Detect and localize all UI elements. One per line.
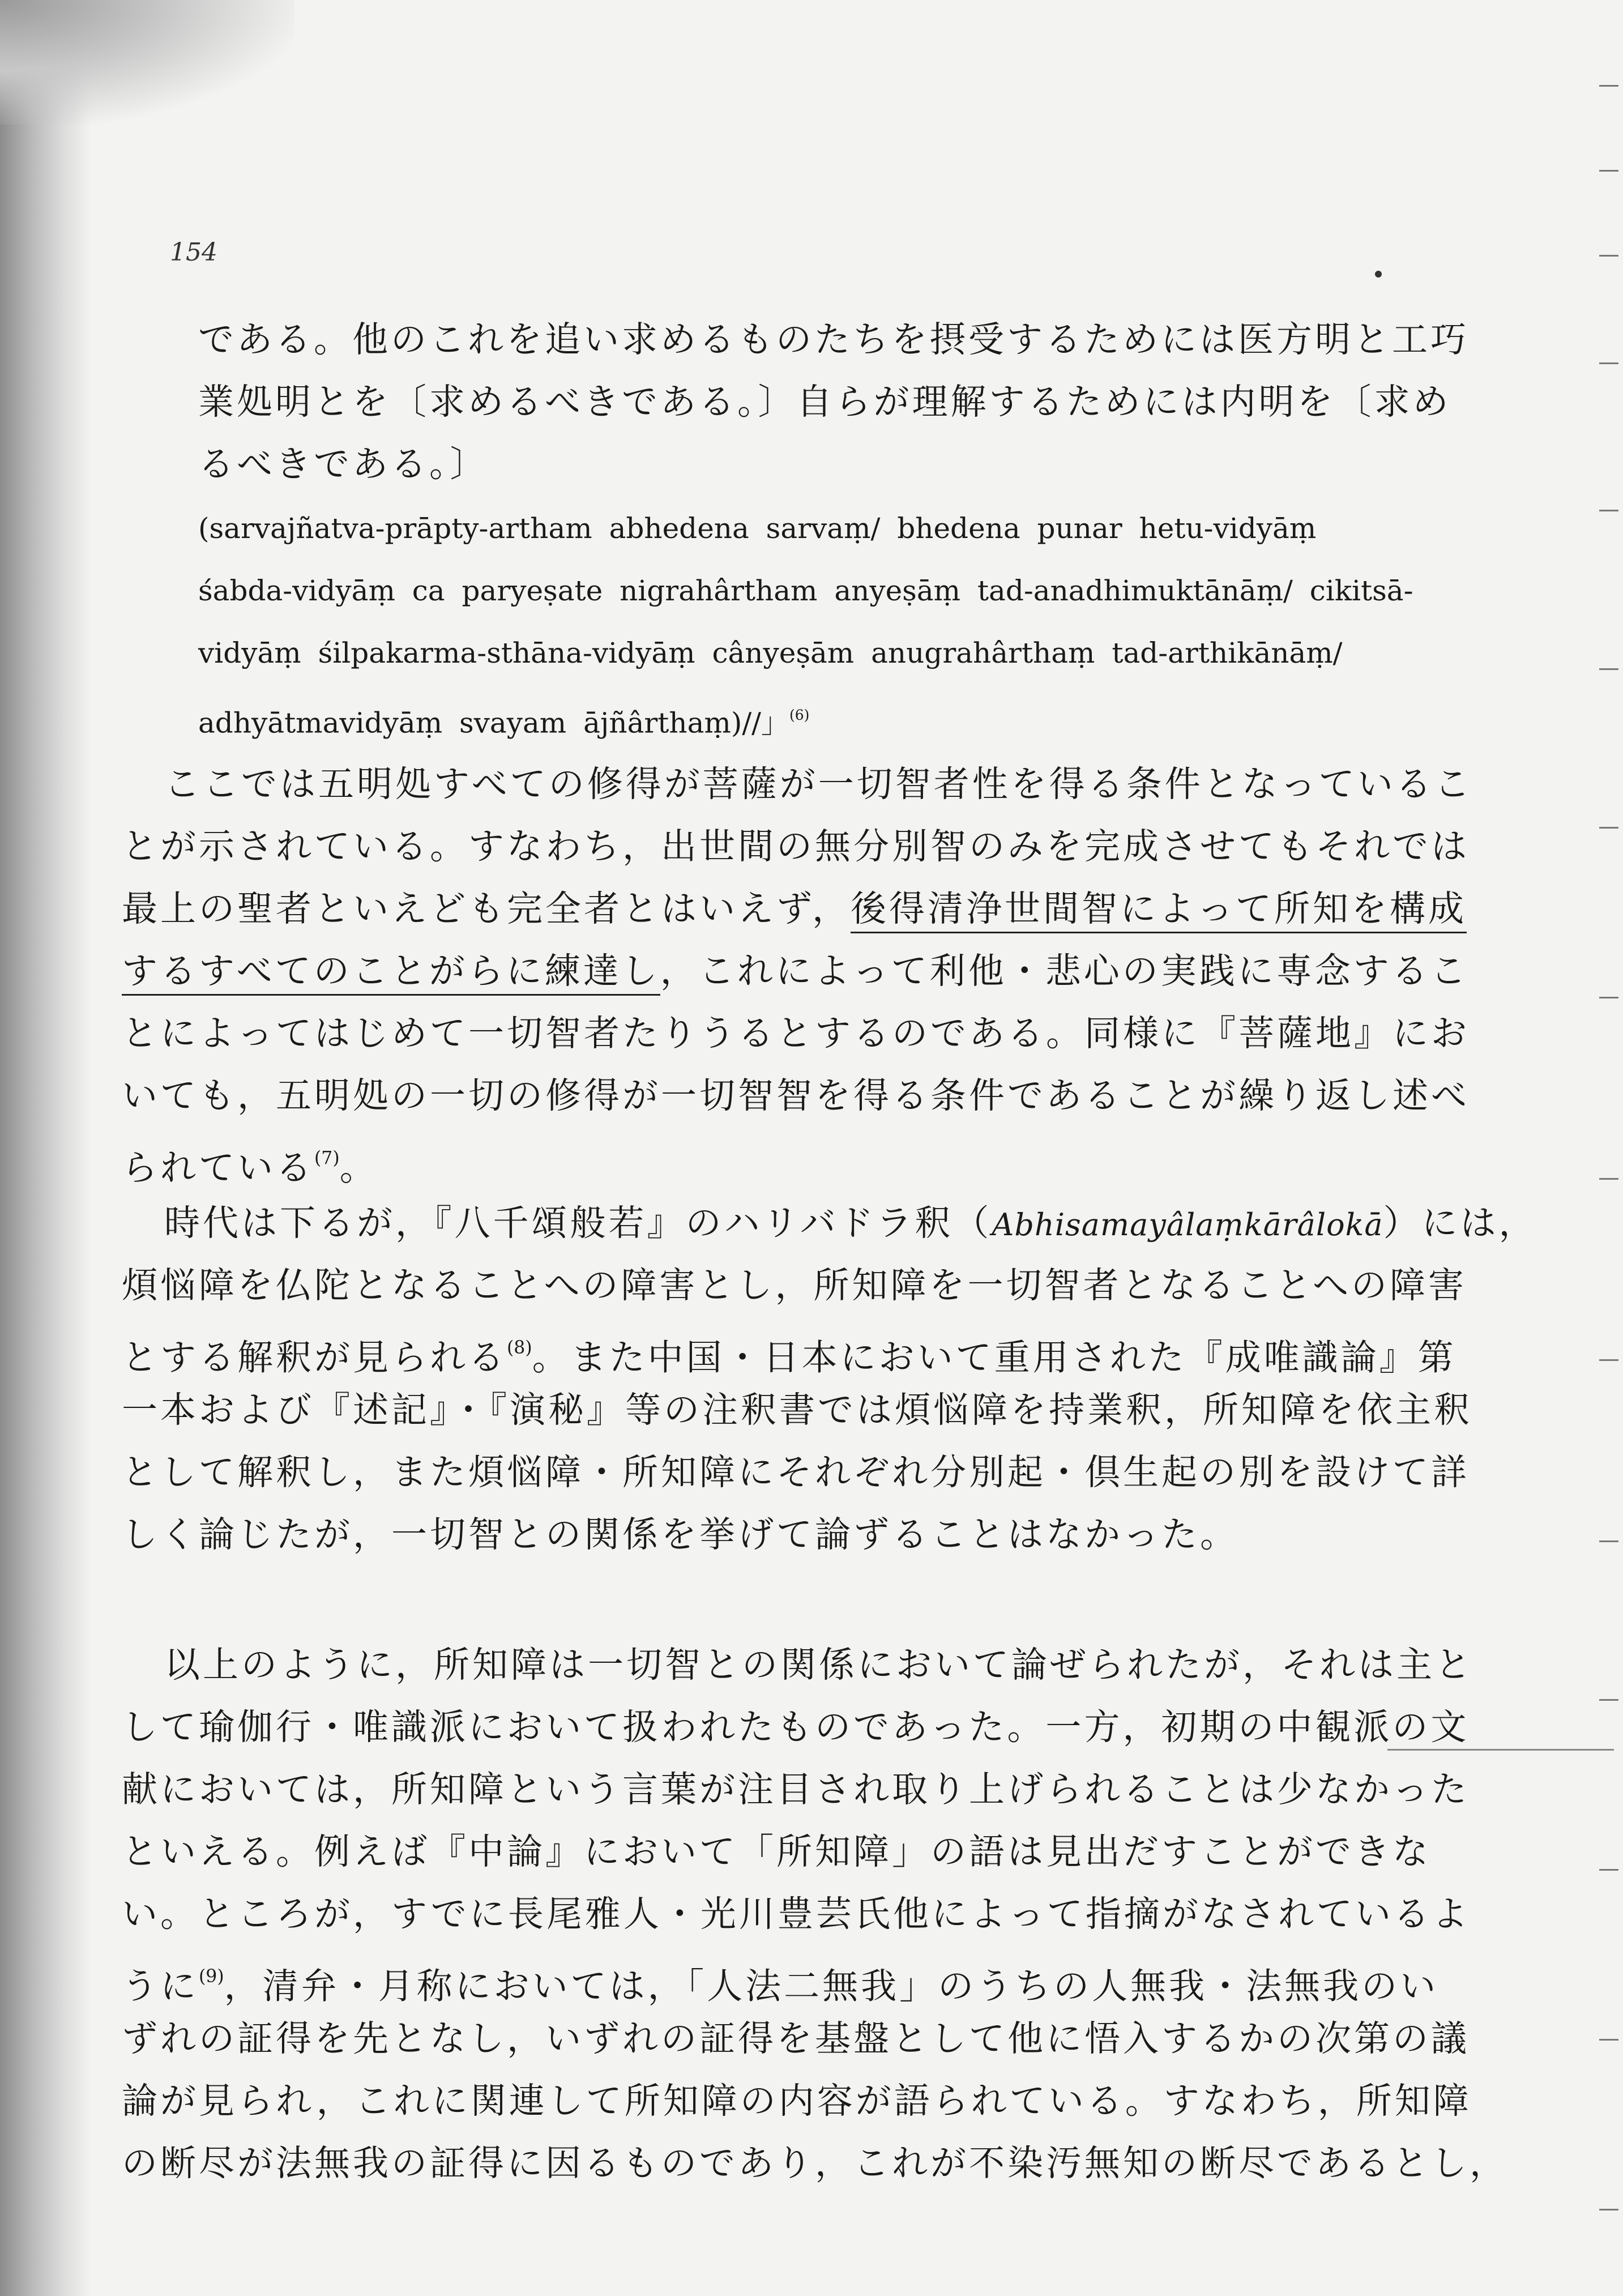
para3-line-1: 以上のように，所知障は一切智との関係において論ぜられたが，それは主と — [164, 1644, 1473, 1685]
sanskrit-line-1: (sarvajñatva-prāpty-artham abhedena sarvaṃ/ bhedena punar hetu-vidyāṃ — [198, 512, 1317, 545]
footnote-ref-8: (8) — [507, 1338, 532, 1358]
para2-line-1: 時代は下るが，『八千頌般若』のハリバドラ釈（Abhisamayâlaṃkārâlokā）には， — [164, 1202, 1537, 1244]
para1-line-6: いても，五明処の一切の修得が一切智智を得る条件であることが繰り返し述べ — [122, 1075, 1470, 1116]
para1-line-4: するすべてのことがらに練達し，これによって利他・悲心の実践に専念するこ — [122, 949, 1469, 994]
footnote-ref-6: (6) — [789, 707, 810, 723]
page-number: 154 — [170, 238, 217, 267]
para2-line-2: 煩悩障を仏陀となることへの障害とし，所知障を一切智者となることへの障害 — [122, 1265, 1467, 1306]
scan-margin-marks — [1589, 0, 1623, 2296]
para1-line-1: ここでは五明処すべての修得が菩薩が一切智者性を得る条件となっているこ — [164, 763, 1473, 805]
para3-line-3: 献においては，所知障という言葉が注目され取り上げられることは少なかった — [122, 1769, 1470, 1810]
quote-line-2: 業処明とを〔求めるべきである。〕自らが理解するためには内明を〔求め — [198, 381, 1451, 423]
footnote-ref-9: (9) — [199, 1966, 224, 1987]
para2-line-6: しく論じたが，一切智との関係を挙げて論ずることはなかった。 — [122, 1514, 1238, 1555]
para2-line-5: として解釈し，また煩悩障・所知障にそれぞれ分別起・倶生起の別を設けて詳 — [122, 1452, 1470, 1493]
sanskrit-line-4: adhyātmavidyāṃ svayam ājñârthaṃ)//」$^{(6)}$ — [198, 706, 810, 740]
sanskrit-line-2: śabda-vidyāṃ ca paryeṣate nigrahârtham anyeṣāṃ tad-anadhimuktānāṃ/ cikitsā- — [198, 574, 1413, 607]
para3-line-8: 論が見られ，これに関連して所知障の内容が語られている。すなわち，所知障 — [122, 2080, 1472, 2122]
para3-line-5: い。ところが，すでに長尾雅人・光川豊芸氏他によって指摘がなされているよ — [122, 1893, 1471, 1935]
scan-shadow-top — [0, 0, 294, 125]
quote-line-3: るべきである。〕 — [198, 443, 489, 485]
underlined-phrase-2: するすべてのことがらに練達し — [122, 950, 660, 996]
para2-line-4: 一本および『述記』・『演秘』等の注釈書では煩悩障を持業釈，所知障を依主釈 — [122, 1389, 1472, 1431]
para3-line-6: うに$^{(9)}$，清弁・月称においては，「人法二無我」のうちの人無我・法無我のい — [122, 1965, 1439, 2007]
underlined-phrase-1: 後得清浄世間智によって所知を構成 — [851, 888, 1467, 933]
para1-line-2: とが示されている。すなわち，出世間の無分別智のみを完成させてもそれでは — [122, 826, 1470, 867]
scan-shadow-left — [0, 0, 91, 2296]
para3-line-4: といえる。例えば『中論』において「所知障」の語は見出だすことができな — [122, 1831, 1431, 1872]
para2-line-3: とする解釈が見られる$^{(8)}$。また中国・日本において重用された『成唯識論』第 — [122, 1337, 1457, 1379]
para3-line-7: ずれの証得を先となし，いずれの証得を基盤として他に悟入するかの次第の議 — [122, 2018, 1470, 2059]
sanskrit-line-3: vidyāṃ śilpakarma-sthāna-vidyāṃ cânyeṣām anugrahârthaṃ tad-arthikānāṃ/ — [198, 637, 1343, 669]
para1-line-7: られている$^{(7)}$。 — [122, 1147, 378, 1189]
para3-line-9: の断尽が法無我の証得に因るものであり，これが不染汚無知の断尽であるとし， — [122, 2143, 1508, 2184]
para1-line-5: とによってはじめて一切智者たりうるとするのである。同様に『菩薩地』にお — [122, 1013, 1470, 1054]
work-title: Abhisamayâlaṃkārâlokā — [992, 1207, 1383, 1243]
quote-line-1: である。他のこれを追い求めるものたちを摂受するためには医方明と工巧 — [198, 319, 1469, 360]
para3-line-2: して瑜伽行・唯識派において扱われたものであった。一方，初期の中観派の文 — [122, 1706, 1470, 1748]
para1-line-3: 最上の聖者といえども完全者とはいえず，後得清浄世間智によって所知を構成 — [122, 886, 1467, 932]
speck — [1375, 271, 1382, 278]
footnote-ref-7: (7) — [314, 1148, 340, 1168]
